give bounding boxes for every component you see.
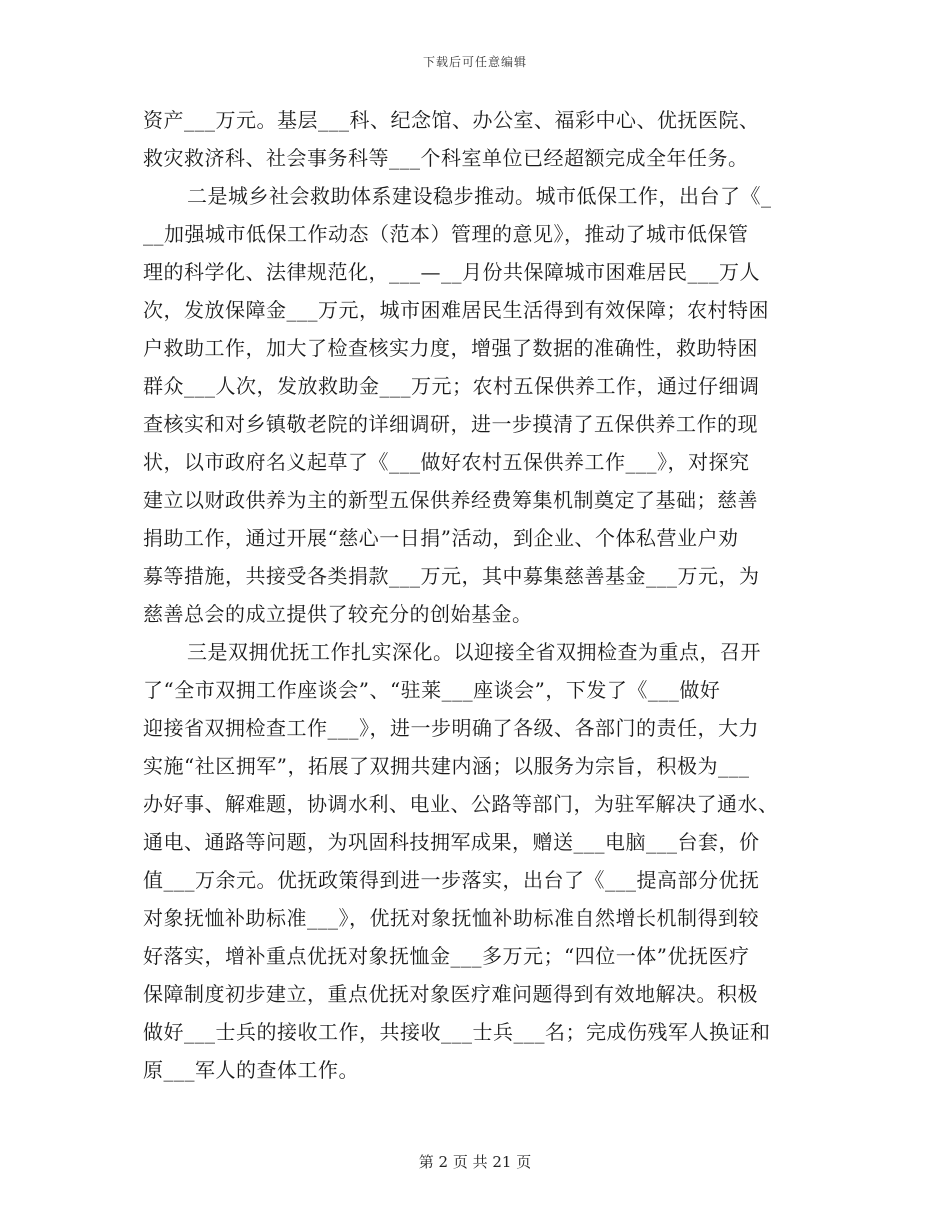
- paragraph-start-line: 三是双拥优抚工作扎实深化。以迎接全省双拥检查为重点，召开: [187, 640, 761, 664]
- text-line: 捐助工作，通过开展“慈心一日捐”活动，到企业、个体私营业户劝: [143, 526, 739, 550]
- text-line: 查核实和对乡镇敬老院的详细调研，进一步摸清了五保供养工作的现: [143, 412, 758, 436]
- text-line: 救灾救济科、社会事务科等___个科室单位已经超额完成全年任务。: [143, 146, 749, 170]
- text-line: 群众___人次，发放救助金___万元；农村五保供养工作，通过仔细调: [143, 374, 760, 398]
- text-line: 实施“社区拥军”，拓展了双拥共建内涵；以服务为宗旨，积极为___: [143, 754, 750, 778]
- text-line: 募等措施，共接受各类捐款___万元，其中募集慈善基金___万元，为: [143, 564, 760, 588]
- text-line: 状，以市政府名义起草了《___做好农村五保供养工作___》，对探究: [143, 450, 750, 474]
- text-line: 保障制度初步建立，重点优抚对象医疗难问题得到有效地解决。积极: [143, 982, 758, 1006]
- text-line: 好落实，增补重点优抚对象抚恤金___多万元；“四位一体”优抚医疗: [143, 944, 750, 968]
- document-body: [143, 101, 808, 1089]
- text-line: 原___军人的查体工作。: [143, 1058, 359, 1082]
- text-line: 办好事、解难题，协调水利、电业、公路等部门，为驻军解决了通水、: [143, 792, 779, 816]
- text-line: 理的科学化、法律规范化，___—__月份共保障城市困难居民___万人: [143, 260, 760, 284]
- text-line: 资产___万元。基层___科、纪念馆、办公室、福彩中心、优抚医院、: [143, 108, 760, 132]
- text-line: 做好___士兵的接收工作，共接收___士兵___名；完成伤残军人换证和: [143, 1020, 771, 1044]
- text-line: 了“全市双拥工作座谈会”、“驻莱___座谈会”，下发了《___做好: [143, 678, 721, 702]
- text-line: 对象抚恤补助标准___》，优抚对象抚恤补助标准自然增长机制得到较: [143, 906, 759, 930]
- text-line: __加强城市低保工作动态（范本）管理的意见》，推动了城市低保管: [143, 222, 749, 246]
- text-line: 户救助工作，加大了检查核实力度，增强了数据的准确性，救助特困: [143, 336, 758, 360]
- text-line: 慈善总会的成立提供了较充分的创始基金。: [143, 602, 533, 626]
- paragraph-start-line: 二是城乡社会救助体系建设稳步推动。城市低保工作，出台了《_: [187, 184, 772, 208]
- text-line: 次，发放保障金___万元，城市困难居民生活得到有效保障；农村特困: [143, 298, 769, 322]
- text-line: 通电、通路等问题，为巩固科技拥军成果，赠送___电脑___台套，价: [143, 830, 760, 854]
- page-header-note: 下载后可任意编辑: [422, 55, 527, 69]
- text-line: 建立以财政供养为主的新型五保供养经费筹集机制奠定了基础；慈善: [143, 488, 758, 512]
- text-line: 值___万余元。优抚政策得到进一步落实，出台了《___提高部分优抚: [143, 868, 760, 892]
- page-number: 第 2 页 共 21 页: [418, 1153, 532, 1171]
- text-line: 迎接省双拥检查工作___》，进一步明确了各级、各部门的责任，大力: [143, 716, 759, 740]
